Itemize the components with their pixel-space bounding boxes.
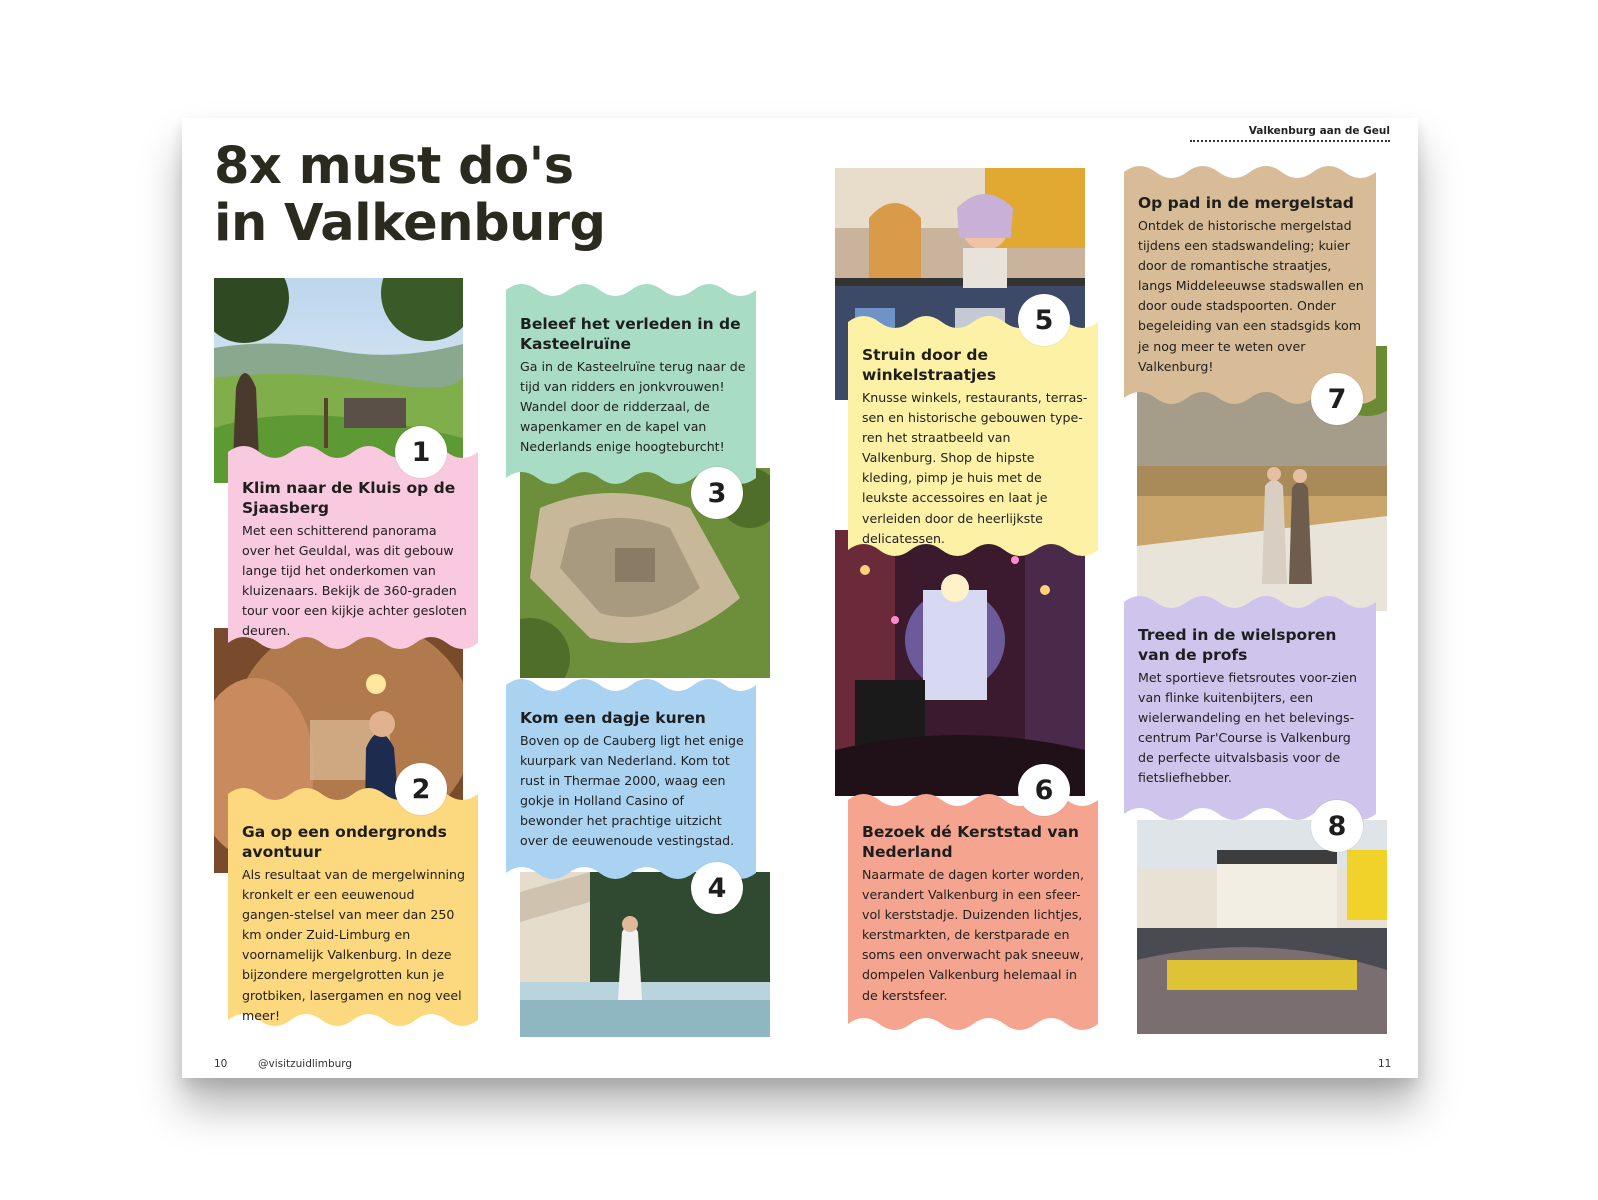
photo-6 bbox=[835, 530, 1085, 796]
badge-6: 6 bbox=[1018, 764, 1070, 816]
badge-2: 2 bbox=[395, 763, 447, 815]
title-line-1: 8x must do's bbox=[214, 137, 574, 196]
card-8 bbox=[1124, 590, 1376, 826]
running-head: Valkenburg aan de Geul bbox=[1190, 125, 1390, 142]
page-number-left: 10 bbox=[214, 1058, 228, 1070]
badge-4: 4 bbox=[691, 862, 743, 914]
card-2-title: Ga op een ondergronds avontuur bbox=[242, 823, 447, 861]
card-3 bbox=[506, 278, 756, 490]
card-4 bbox=[506, 673, 756, 885]
page-title bbox=[214, 138, 606, 252]
card-5-text: Knusse winkels, restaurants, terras-sen en historische gebouwen type-ren het straatbeeld van Valkenburg. Shop de hipste kleding, pimp je huis met de leukste accessoires en laat je verleiden door de heerlijkste delicatessen. bbox=[862, 390, 1088, 546]
card-1-title: Klim naar de Kluis op de Sjaasberg bbox=[242, 479, 456, 517]
card-1 bbox=[228, 440, 478, 655]
badge-8: 8 bbox=[1311, 800, 1363, 852]
card-6-text: Naarmate de dagen korter worden, verandert Valkenburg in een sfeer-vol kerststadje. Duizenden lichtjes, kerstmarkten, de kerstparade en soms een onverwacht pak sneeuw, dompelen Valkenburg helemaal in de kerstsfeer. bbox=[862, 867, 1084, 1003]
card-1-text: Met een schitterend panorama over het Geuldal, was dit gebouw lange tijd het onderkomen van kluizenaars. Bekijk de 360-graden tour voor een kijkje achter gesloten deuren. bbox=[242, 523, 467, 639]
card-6 bbox=[848, 788, 1098, 1036]
title-line-2: in Valkenburg bbox=[214, 194, 606, 253]
card-3-text: Ga in de Kasteelruïne terug naar de tijd van ridders en jonkvrouwen! Wandel door de ridderzaal, de wapenkamer en de kapel van Nederlands enige hoogteburcht! bbox=[520, 359, 746, 455]
card-6-title: Bezoek dé Kerststad van Nederland bbox=[862, 823, 1079, 861]
card-3-title: Beleef het verleden in de Kasteelruïne bbox=[520, 315, 741, 353]
card-2 bbox=[228, 782, 478, 1032]
card-5-title: Struin door de winkelstraatjes bbox=[862, 346, 997, 384]
page-number-right: 11 bbox=[1378, 1058, 1392, 1070]
card-4-title: Kom een dagje kuren bbox=[520, 709, 706, 727]
social-handle: @visitzuidlimburg bbox=[258, 1058, 353, 1070]
card-5 bbox=[848, 310, 1098, 562]
card-2-text: Als resultaat van de mergelwinning kronkelt er een eeuwenoud gangen-stelsel van meer dan 250 km onder Zuid-Limburg en voornamelijk Valkenburg. In deze bijzondere mergelgrotten kun je grotbiken, lasergamen en nog veel meer! bbox=[242, 867, 466, 1023]
card-7-text: Ontdek de historische mergelstad tijdens een stadswandeling; kuier door de romantische straatjes, langs Middeleeuwse stadswallen en door oude stadspoorten. Onder begeleiding van een stadsgids kom je nog meer te weten over Valkenburg! bbox=[1138, 218, 1364, 374]
card-8-title: Treed in de wielsporen van de profs bbox=[1138, 626, 1337, 664]
badge-7: 7 bbox=[1311, 373, 1363, 425]
badge-5: 5 bbox=[1018, 294, 1070, 346]
card-7-title: Op pad in de mergelstad bbox=[1138, 194, 1354, 212]
badge-3: 3 bbox=[691, 467, 743, 519]
badge-1: 1 bbox=[395, 426, 447, 478]
card-4-text: Boven op de Cauberg ligt het enige kuurpark van Nederland. Kom tot rust in Thermae 2000, waag een gokje in Holland Casino of bewonder het prachtige uitzicht over de eeuwenoude vestingstad. bbox=[520, 733, 744, 849]
card-8-text: Met sportieve fietsroutes voor-zien van flinke kuitenbijters, een wielerwandeling en het belevings-centrum Par'Course is Valkenburg de perfecte uitvalsbasis voor de fietsliefhebber. bbox=[1138, 670, 1358, 786]
photo-8 bbox=[1137, 820, 1387, 1034]
